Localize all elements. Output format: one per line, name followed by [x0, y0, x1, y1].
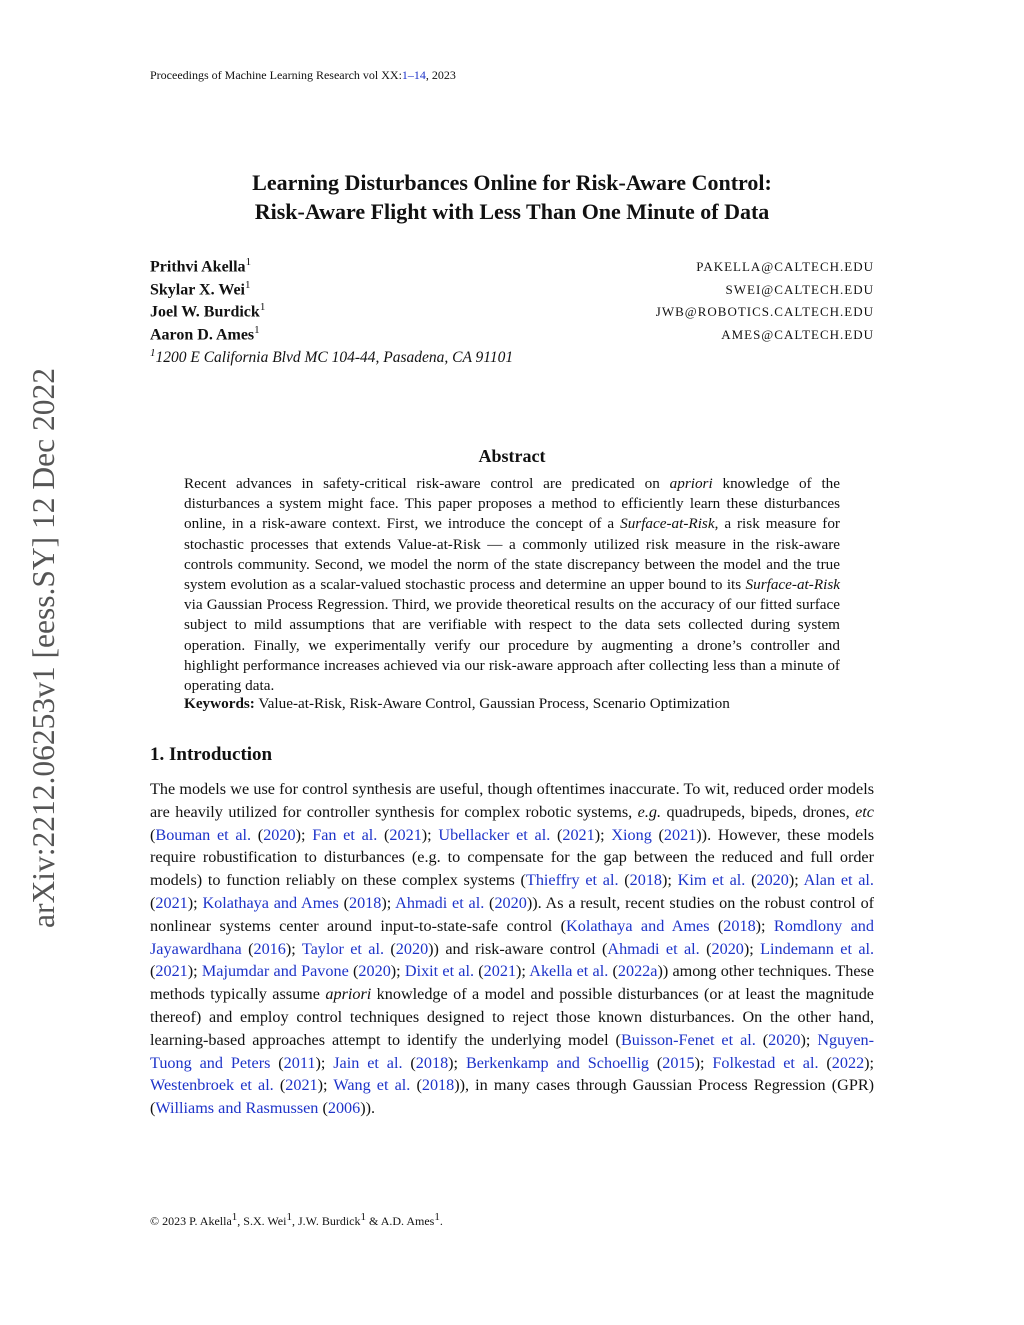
intro-text: (: [273, 1076, 286, 1095]
citation-link[interactable]: Lindemann et al.: [760, 939, 875, 958]
citation-link[interactable]: Kolathaya and Ames: [566, 916, 710, 935]
header-year: , 2023: [425, 68, 456, 82]
citation-link[interactable]: Kolathaya and Ames: [202, 893, 339, 912]
introduction-paragraph: [150, 778, 874, 1120]
intro-text: (: [608, 962, 618, 981]
citation-link[interactable]: Fan et al.: [312, 825, 378, 844]
intro-text: );: [662, 871, 678, 890]
section-heading-introduction: 1. Introduction: [150, 744, 273, 765]
copyright-footer: © 2023 P. Akella$^1$, S.X. Wei$^1$, J.W. Burdick$^1$ & A.D. Ames$^1$.: [150, 1211, 443, 1228]
intro-text: )).: [360, 1099, 376, 1118]
intro-text: (: [251, 825, 264, 844]
intro-text: (: [402, 1053, 416, 1072]
citation-year-link[interactable]: 2021: [389, 825, 422, 844]
citation-link[interactable]: Thieffry et al.: [525, 871, 619, 890]
intro-text: (: [648, 1053, 663, 1072]
intro-text: )) among other techniques. These methods typically assume: [150, 962, 875, 1004]
citation-year-link[interactable]: 2020: [768, 1030, 801, 1049]
citation-year-link[interactable]: 2018: [629, 871, 663, 890]
running-header: [150, 68, 456, 83]
intro-text: );: [295, 825, 313, 844]
intro-text: (: [818, 1053, 832, 1072]
affiliation: $^1$1200 E California Blvd MC 104-44, Pasadena, CA 91101: [150, 347, 514, 367]
citation-link[interactable]: Wang et al.: [333, 1076, 411, 1095]
intro-text: );: [800, 1030, 818, 1049]
intro-text: );: [187, 893, 203, 912]
citation-year-link[interactable]: 2022: [831, 1053, 865, 1072]
citation-year-link[interactable]: 2021: [663, 825, 697, 844]
citation-year-link[interactable]: 2020: [494, 893, 527, 912]
citation-year-link[interactable]: 2006: [327, 1099, 361, 1118]
citation-year-link[interactable]: 2011: [283, 1053, 316, 1072]
citation-link[interactable]: Westenbroek et al.: [150, 1076, 274, 1095]
intro-text: (: [410, 1076, 422, 1095]
citation-link[interactable]: Akella et al.: [529, 962, 609, 981]
citation-year-link[interactable]: 2021: [285, 1076, 318, 1095]
intro-text: );: [315, 1053, 334, 1072]
citation-link[interactable]: Taylor et al.: [301, 939, 385, 958]
citation-year-link[interactable]: 2020: [395, 939, 429, 958]
intro-text: (: [550, 825, 563, 844]
intro-text: (: [755, 1030, 769, 1049]
intro-text: e.g.: [637, 802, 662, 821]
keywords-list: Value-at-Risk, Risk-Aware Control, Gaussian Process, Scenario Optimization: [254, 695, 730, 712]
intro-text: )), in many cases through Gaussian Process Regression (GPR) (: [150, 1076, 875, 1118]
intro-text: (: [150, 893, 156, 912]
intro-text: The models we use for control synthesis are useful, though oftentimes inaccurate. To wit, reduced order models are heavily utilized for controller synthesis for complex robotic systems,: [150, 780, 874, 821]
intro-text: quadrupeds, bipeds, drones,: [661, 802, 856, 821]
citation-year-link[interactable]: 2021: [483, 962, 517, 981]
intro-text: );: [694, 1053, 713, 1072]
intro-text: );: [516, 962, 530, 981]
title-line-1: Learning Disturbances Online for Risk-Aware Control:: [252, 170, 772, 195]
intro-text: );: [381, 893, 396, 912]
intro-text: );: [285, 939, 302, 958]
intro-text: );: [788, 871, 804, 890]
intro-text: (: [709, 916, 724, 935]
abstract-heading: Abstract: [478, 446, 546, 466]
intro-text: );: [743, 939, 761, 958]
citation-link[interactable]: Jain et al.: [333, 1053, 403, 1072]
intro-text: );: [448, 1053, 466, 1072]
intro-text: (: [745, 871, 757, 890]
citation-link[interactable]: Ahmadi et al.: [395, 893, 485, 912]
citation-year-link[interactable]: 2018: [421, 1076, 455, 1095]
intro-text: )). As a result, recent studies on the robust control of nonlinear systems center around input-to-state-safe control (: [150, 893, 875, 935]
citation-link[interactable]: Majumdar and Pavone: [201, 962, 349, 981]
title-line-2: Risk-Aware Flight with Less Than One Minute of Data: [254, 199, 770, 224]
intro-text: (: [474, 962, 484, 981]
intro-text: apriori: [325, 985, 372, 1004]
author-name: Aaron D. Ames$^1$: [150, 323, 260, 343]
author-name: Joel W. Burdick$^1$: [150, 301, 266, 321]
citation-link[interactable]: Kim et al.: [677, 871, 746, 890]
citation-year-link[interactable]: 2016: [253, 939, 286, 958]
intro-text: (: [150, 825, 156, 844]
author-row: [150, 324, 874, 347]
paper-title: [150, 168, 874, 226]
header-prefix: Proceedings of Machine Learning Research vol XX:: [150, 68, 402, 82]
citation-year-link[interactable]: 2020: [358, 962, 391, 981]
intro-text: );: [390, 962, 405, 981]
citation-link[interactable]: Folkestad et al.: [712, 1053, 819, 1072]
citation-year-link[interactable]: 2020: [711, 939, 744, 958]
citation-year-link[interactable]: 2015: [662, 1053, 695, 1072]
citation-link[interactable]: Berkenkamp and Schoellig: [465, 1053, 649, 1072]
citation-link[interactable]: Ubellacker et al.: [438, 825, 551, 844]
citation-link[interactable]: Dixit et al.: [404, 962, 475, 981]
citation-year-link[interactable]: 2018: [415, 1053, 449, 1072]
intro-text: );: [864, 1053, 875, 1072]
intro-text: (: [618, 871, 630, 890]
keywords-label: Keywords:: [184, 695, 255, 712]
citation-link[interactable]: Buisson-Fenet et al.: [620, 1030, 756, 1049]
arxiv-sidebar-stamp: arXiv:2212.06253v1 [eess.SY] 12 Dec 2022: [26, 368, 61, 928]
citation-link[interactable]: Nguyen-Tuong and Peters: [150, 1030, 874, 1072]
author-row: [150, 279, 874, 302]
citation-link[interactable]: Ahmadi et al.: [607, 939, 700, 958]
citation-year-link[interactable]: 2020: [756, 871, 789, 890]
author-email[interactable]: PAKELLA@CALTECH.EDU: [696, 259, 874, 274]
citation-link[interactable]: Romdlony and Jayawardhana: [150, 916, 874, 958]
citation-year-link[interactable]: 2021: [155, 893, 188, 912]
citation-year-link[interactable]: 2022a: [617, 962, 658, 981]
author-name: Skylar X. Wei$^1$: [150, 278, 251, 298]
author-name: Prithvi Akella$^1$: [150, 256, 252, 276]
author-email[interactable]: AMES@CALTECH.EDU: [721, 326, 874, 342]
author-block: [150, 256, 874, 346]
citation-year-link[interactable]: 2018: [348, 893, 382, 912]
intro-text: (: [150, 962, 156, 981]
author-row: [150, 256, 874, 279]
intro-text: );: [187, 962, 202, 981]
header-pages-link[interactable]: 1–14: [401, 68, 426, 82]
intro-text: (: [270, 1053, 284, 1072]
abstract-body: Recent advances in safety-critical risk-aware control are predicated on apriori knowledge of the disturbances a system might face. This paper proposes a method to efficiently learn these disturbances online, in a risk-aware context. First, we introduce the concept of a Surface-at-Risk, a risk measure for stochastic processes that extends Value-at-Risk — a commonly utilized risk measure in the risk-aware controls community. Second, we model the norm of the state discrepancy between the model and the true system evolution as a scalar-valued stochastic process and determine an upper bound to its Surface-at-Risk via Gaussian Process Regression. Third, we provide theoretical results on the accuracy of our fitted surface subject to mild assumptions that are verifiable with respect to the data sets collected during system operation. Finally, we experimentally verify our procedure by augmenting a drone’s controller and highlight performance increases achieved via our risk-aware approach after collecting less than a minute of operating data.: [184, 475, 840, 695]
author-email[interactable]: SWEI@CALTECH.EDU: [725, 281, 874, 297]
intro-text: etc: [855, 802, 874, 821]
intro-text: (: [384, 939, 396, 958]
citation-link[interactable]: Alan et al.: [803, 871, 874, 890]
citation-link[interactable]: Bouman et al.: [155, 825, 252, 844]
keywords-line: [184, 695, 840, 713]
intro-text: knowledge of a model and possible disturbances (or at least the magnitude thereof) and employ control techniques designed to reject those known disturbances. On the other hand, learning-based approaches attempt to identify the underlying model (: [150, 985, 874, 1049]
intro-text: (: [377, 825, 390, 844]
intro-text: )) and risk-aware control (: [428, 939, 608, 958]
intro-text: (: [318, 1099, 328, 1118]
author-row: [150, 301, 874, 324]
citation-year-link[interactable]: 2021: [562, 825, 595, 844]
citation-link[interactable]: Xiong: [611, 825, 652, 844]
intro-text: )). However, these models require robustification to disturbances (e.g. to compensate for the gap between the reduced and full order models) to function reliably on these complex systems (: [150, 825, 875, 890]
citation-link[interactable]: Williams and Rasmussen: [155, 1099, 319, 1118]
intro-text: (: [241, 939, 254, 958]
citation-year-link[interactable]: 2021: [155, 962, 188, 981]
intro-text: (: [484, 893, 495, 912]
citation-year-link[interactable]: 2020: [263, 825, 296, 844]
author-email[interactable]: JWB@ROBOTICS.CALTECH.EDU: [655, 304, 874, 319]
intro-text: );: [755, 916, 774, 935]
intro-text: );: [594, 825, 612, 844]
intro-text: (: [651, 825, 664, 844]
intro-text: );: [317, 1076, 334, 1095]
intro-text: (: [699, 939, 712, 958]
intro-text: (: [338, 893, 349, 912]
intro-text: (: [348, 962, 359, 981]
intro-text: );: [421, 825, 439, 844]
citation-year-link[interactable]: 2018: [723, 916, 756, 935]
